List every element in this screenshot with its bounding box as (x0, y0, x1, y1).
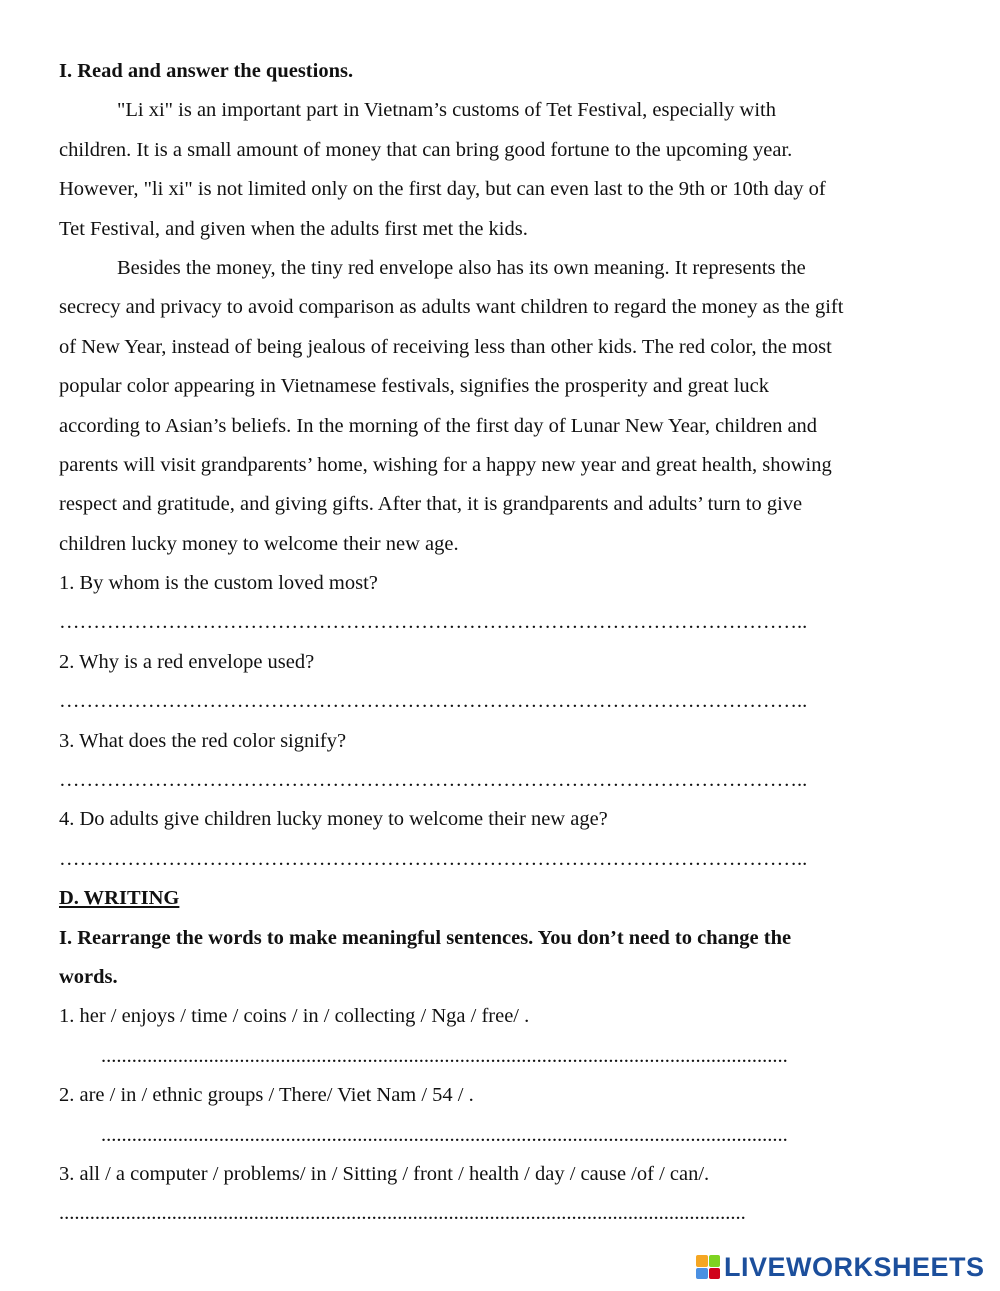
rearrange-item-1: 1. her / enjoys / time / coins / in / collecting / Nga / free/ . (59, 1005, 530, 1028)
liveworksheets-logo (696, 1252, 985, 1282)
rearrange-input-2[interactable]: ...................................................................................................................................... (101, 1123, 788, 1146)
passage-line: Besides the money, the tiny red envelope also has its own meaning. It represents the (117, 256, 806, 279)
rearrange-input-1[interactable]: ...................................................................................................................................... (101, 1044, 788, 1067)
passage-line: children. It is a small amount of money that can bring good fortune to the upcoming year. (59, 138, 793, 161)
liveworksheets-logo-icon (696, 1255, 720, 1279)
logo-square (696, 1268, 708, 1280)
passage-line: Tet Festival, and given when the adults first met the kids. (59, 217, 528, 240)
logo-square (696, 1255, 708, 1267)
passage-line: popular color appearing in Vietnamese festivals, signifies the prosperity and great luck (59, 375, 769, 398)
passage-line: respect and gratitude, and giving gifts. After that, it is grandparents and adults’ turn to give (59, 493, 803, 516)
question-4: 4. Do adults give children lucky money to welcome their new age? (59, 808, 608, 831)
passage-line: secrecy and privacy to avoid comparison as adults want children to regard the money as the gift (59, 296, 844, 319)
passage-line: However, "li xi" is not limited only on the first day, but can even last to the 9th or 10th day of (59, 178, 826, 201)
answer-input-1[interactable]: ……………………………………………………………………………………………….. (59, 611, 808, 634)
question-3: 3. What does the red color signify? (59, 729, 347, 752)
logo-square (709, 1255, 721, 1267)
worksheet-page (59, 52, 949, 1234)
passage-line: parents will visit grandparents’ home, wishing for a happy new year and great health, showing (59, 453, 832, 476)
passage-line: according to Asian’s beliefs. In the morning of the first day of Lunar New Year, children and (59, 414, 818, 437)
rearrange-item-3: 3. all / a computer / problems/ in / Sitting / front / health / day / cause /of / can/. (59, 1162, 710, 1185)
answer-input-4[interactable]: ……………………………………………………………………………………………….. (59, 847, 808, 870)
passage-line: of New Year, instead of being jealous of receiving less than other kids. The red color, the most (59, 335, 832, 358)
question-1: 1. By whom is the custom loved most? (59, 572, 378, 595)
answer-input-2[interactable]: ……………………………………………………………………………………………….. (59, 690, 808, 713)
passage-line: children lucky money to welcome their new age. (59, 532, 459, 555)
logo-square (709, 1268, 721, 1280)
writing-heading: I. Rearrange the words to make meaningful sentences. You don’t need to change the (59, 926, 792, 949)
writing-section-title: D. WRITING (59, 887, 180, 910)
passage-line: "Li xi" is an important part in Vietnam’s customs of Tet Festival, especially with (117, 99, 776, 122)
logo-text: LIVEWORKSHEETS (724, 1252, 985, 1282)
writing-heading-cont: words. (59, 965, 118, 988)
rearrange-item-2: 2. are / in / ethnic groups / There/ Viet Nam / 54 / . (59, 1084, 474, 1107)
rearrange-input-3[interactable]: ...................................................................................................................................... (59, 1202, 746, 1225)
answer-input-3[interactable]: ……………………………………………………………………………………………….. (59, 769, 808, 792)
question-2: 2. Why is a red envelope used? (59, 650, 315, 673)
reading-heading: I. Read and answer the questions. (59, 60, 354, 82)
